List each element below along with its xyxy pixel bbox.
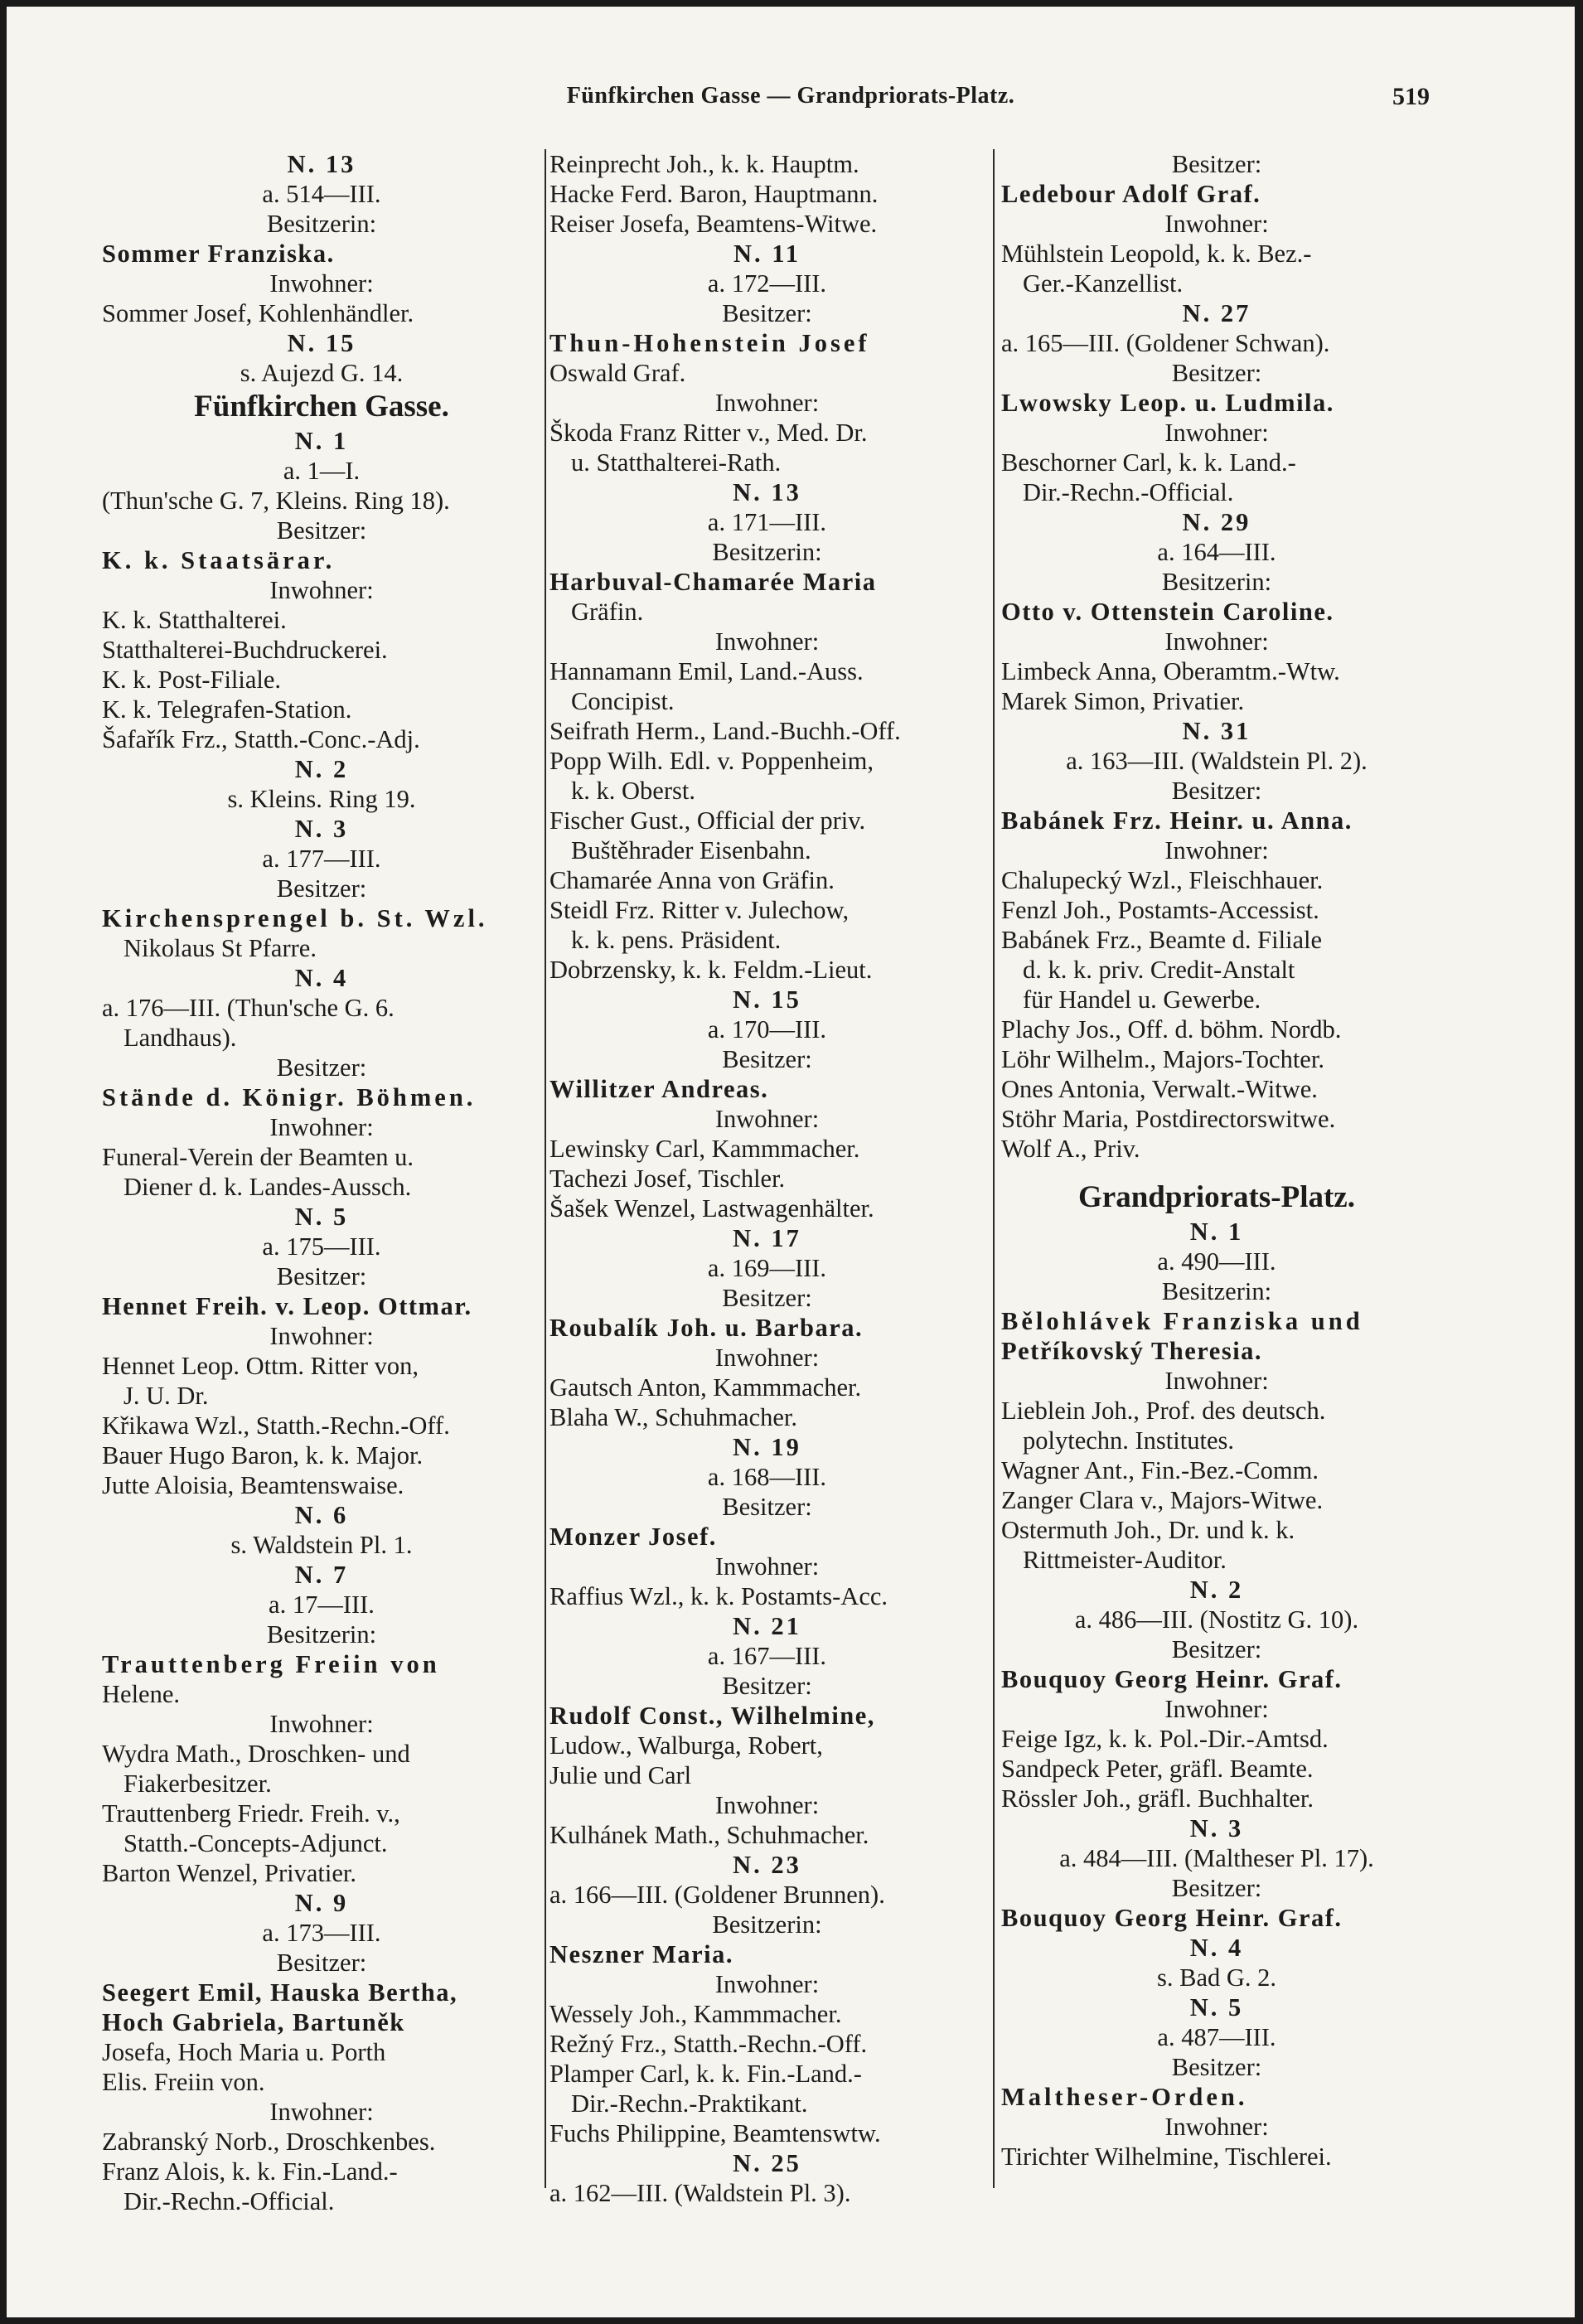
owner-name: Hennet Freih. v. Leop. Ottmar.	[102, 1292, 472, 1320]
entry-line: Hacke Ferd. Baron, Hauptmann.	[549, 180, 879, 208]
house-number: N. 23	[733, 1851, 801, 1879]
house-number: N. 15	[733, 985, 801, 1014]
entry-line: K. k. Telegrafen-Station.	[102, 695, 352, 724]
continuation-line: Nikolaus St Pfarre.	[123, 934, 317, 962]
centered-line: a. 172—III.	[707, 269, 827, 298]
entry-line: Zabranský Norb., Droschkenbes.	[102, 2128, 436, 2156]
continuation-line: für Handel u. Gewerbe.	[1023, 985, 1261, 1014]
entry-line: Plamper Carl, k. k. Fin.-Land.-	[549, 2060, 862, 2088]
owner-name: Thun-Hohenstein Josef	[549, 329, 870, 357]
centered-line: Besitzer:	[276, 516, 367, 545]
centered-line: Besitzer:	[722, 1672, 812, 1700]
entry-line: Režný Frz., Statth.-Rechn.-Off.	[549, 2030, 868, 2058]
centered-line: a. 170—III.	[707, 1015, 827, 1043]
entry-line: Ostermuth Joh., Dr. und k. k.	[1001, 1516, 1295, 1544]
continuation-line: J. U. Dr.	[123, 1382, 209, 1410]
entry-line: Hannamann Emil, Land.-Auss.	[549, 657, 864, 685]
centered-line: a. 171—III.	[707, 508, 827, 536]
centered-line: Inwohner:	[714, 1552, 820, 1581]
centered-line: Inwohner:	[269, 1322, 374, 1350]
entry-line: Elis. Freiin von.	[102, 2068, 265, 2096]
entry-line: Babánek Frz., Beamte d. Filiale	[1001, 926, 1323, 954]
column-rule	[545, 149, 546, 2188]
centered-line: Besitzer:	[1171, 150, 1262, 178]
entry-line: Plachy Jos., Off. d. böhm. Nordb.	[1001, 1015, 1342, 1043]
owner-name: Willitzer Andreas.	[549, 1075, 769, 1103]
entry-line: Bauer Hugo Baron, k. k. Major.	[102, 1441, 424, 1469]
owner-name: Maltheser-Orden.	[1001, 2083, 1248, 2111]
continuation-line: Rittmeister-Auditor.	[1023, 1546, 1227, 1574]
house-number: N. 5	[294, 1203, 349, 1231]
column-1	[102, 149, 541, 2215]
house-number: N. 27	[1182, 299, 1251, 327]
continuation-line: Buštěhrader Eisenbahn.	[571, 836, 811, 864]
centered-line: Besitzer:	[276, 874, 367, 903]
entry-line: Raffius Wzl., k. k. Postamts-Acc.	[549, 1582, 888, 1610]
running-header	[7, 83, 1575, 116]
continuation-line: Dir.-Rechn.-Official.	[123, 2187, 335, 2215]
entry-line: Seifrath Herm., Land.-Buchh.-Off.	[549, 717, 901, 745]
street-heading: Fünfkirchen Gasse.	[194, 390, 449, 424]
house-number: N. 7	[294, 1561, 349, 1589]
owner-name: Harbuval-Chamarée Maria	[549, 568, 877, 596]
house-number: N. 9	[294, 1889, 349, 1917]
entry-line: Marek Simon, Privatier.	[1001, 687, 1245, 715]
owner-name: Kirchensprengel b. St. Wzl.	[102, 904, 488, 932]
continuation-line: Dir.-Rechn.-Official.	[1023, 478, 1234, 506]
continuation-line: Diener d. k. Landes-Aussch.	[123, 1173, 412, 1201]
centered-line: a. 177—III.	[262, 845, 381, 873]
centered-line: a. 175—III.	[262, 1232, 381, 1261]
centered-line: a. 164—III.	[1157, 538, 1276, 566]
house-number: N. 3	[294, 815, 349, 843]
centered-line: Inwohner:	[1164, 1695, 1269, 1723]
house-number: N. 5	[1189, 1993, 1244, 2021]
centered-line: Inwohner:	[269, 1113, 374, 1141]
entry-line: a. 166—III. (Goldener Brunnen).	[549, 1881, 885, 1909]
house-number: N. 2	[1189, 1576, 1244, 1604]
centered-line: Inwohner:	[714, 389, 820, 417]
entry-line: Blaha W., Schuhmacher.	[549, 1403, 798, 1431]
centered-line: Inwohner:	[714, 1791, 820, 1819]
entry-line: Julie und Carl	[549, 1761, 692, 1789]
entry-line: Kulhánek Math., Schuhmacher.	[549, 1821, 869, 1849]
entry-line: a. 162—III. (Waldstein Pl. 3).	[549, 2179, 851, 2207]
owner-name: K. k. Staatsärar.	[102, 546, 336, 574]
owner-name: Monzer Josef.	[549, 1523, 717, 1551]
centered-line: Inwohner:	[714, 1105, 820, 1133]
entry-line: Hennet Leop. Ottm. Ritter von,	[102, 1352, 419, 1380]
continuation-line: Dir.-Rechn.-Praktikant.	[571, 2089, 808, 2118]
centered-line: Besitzerin:	[1161, 568, 1272, 596]
entry-line: Statthalterei-Buchdruckerei.	[102, 636, 388, 664]
entry-line: Franz Alois, k. k. Fin.-Land.-	[102, 2157, 398, 2186]
entry-line: Josefa, Hoch Maria u. Porth	[102, 2038, 386, 2066]
entry-line: Lieblein Joh., Prof. des deutsch.	[1001, 1397, 1326, 1425]
centered-line: Inwohner:	[1164, 627, 1269, 656]
continuation-line: k. k. Oberst.	[571, 777, 695, 805]
entry-line: Zanger Clara v., Majors-Witwe.	[1001, 1486, 1324, 1514]
page-number: 519	[1392, 83, 1430, 110]
house-number: N. 25	[733, 2149, 801, 2177]
continuation-line: u. Statthalterei-Rath.	[571, 448, 782, 477]
centered-line: a. 163—III. (Waldstein Pl. 2).	[1066, 747, 1368, 775]
entry-line: Šašek Wenzel, Lastwagenhälter.	[549, 1194, 874, 1223]
centered-line: Inwohner:	[714, 627, 820, 656]
centered-line: Besitzer:	[276, 1262, 367, 1290]
centered-line: Besitzer:	[1171, 1874, 1262, 1902]
house-number: N. 6	[294, 1501, 349, 1529]
entry-line: Reiser Josefa, Beamtens-Witwe.	[549, 210, 878, 238]
centered-line: Besitzer:	[1171, 1635, 1262, 1663]
owner-name: Sommer Franziska.	[102, 240, 335, 268]
centered-line: Inwohner:	[1164, 210, 1269, 238]
entry-line: Lewinsky Carl, Kammmacher.	[549, 1135, 860, 1163]
entry-line: Gautsch Anton, Kammmacher.	[549, 1373, 862, 1402]
centered-line: a. 514—III.	[262, 180, 381, 208]
centered-line: s. Kleins. Ring 19.	[227, 785, 416, 813]
centered-line: Inwohner:	[1164, 2113, 1269, 2141]
owner-name: Otto v. Ottenstein Caroline.	[1001, 598, 1334, 626]
owner-name: Trauttenberg Freiin von	[102, 1650, 440, 1678]
entry-line: Fischer Gust., Official der priv.	[549, 806, 866, 835]
entry-line: Sandpeck Peter, gräfl. Beamte.	[1001, 1755, 1314, 1783]
entry-line: (Thun'sche G. 7, Kleins. Ring 18).	[102, 487, 450, 515]
centered-line: a. 173—III.	[262, 1919, 381, 1947]
centered-line: a. 1—I.	[283, 457, 361, 485]
centered-line: s. Bad G. 2.	[1156, 1963, 1277, 1992]
centered-line: Inwohner:	[714, 1970, 820, 1998]
entry-line: Trauttenberg Friedr. Freih. v.,	[102, 1799, 400, 1828]
centered-line: a. 167—III.	[707, 1642, 827, 1670]
owner-name: Rudolf Const., Wilhelmine,	[549, 1702, 875, 1730]
entry-line: Reinprecht Joh., k. k. Hauptm.	[549, 150, 859, 178]
entry-line: Sommer Josef, Kohlenhändler.	[102, 299, 414, 327]
continuation-line: Fiakerbesitzer.	[123, 1770, 272, 1798]
entry-line: Wessely Joh., Kammmacher.	[549, 2000, 842, 2028]
centered-line: Besitzerin:	[712, 1910, 822, 1939]
house-number: N. 19	[733, 1433, 801, 1461]
owner-name: Seegert Emil, Hauska Bertha,	[102, 1978, 458, 2007]
centered-line: a. 17—III.	[269, 1590, 375, 1619]
centered-line: Inwohner:	[269, 269, 374, 298]
entry-line: Ones Antonia, Verwalt.-Witwe.	[1001, 1075, 1318, 1103]
entry-line: Helene.	[102, 1680, 180, 1708]
owner-name: Bělohlávek Franziska und	[1001, 1307, 1363, 1335]
owner-name: Stände d. Königr. Böhmen.	[102, 1083, 477, 1111]
centered-line: Besitzer:	[722, 1045, 812, 1073]
entry-line: a. 176—III. (Thun'sche G. 6.	[102, 994, 395, 1022]
entry-line: Popp Wilh. Edl. v. Poppenheim,	[549, 747, 874, 775]
continuation-line: Gräfin.	[571, 598, 644, 626]
entry-line: Jutte Aloisia, Beamtenswaise.	[102, 1471, 404, 1499]
column-rule	[993, 149, 995, 2188]
centered-line: a. 484—III. (Maltheser Pl. 17).	[1059, 1844, 1374, 1872]
column-3	[1001, 149, 1432, 2188]
house-number: N. 4	[1189, 1934, 1244, 1962]
entry-line: Löhr Wilhelm., Majors-Tochter.	[1001, 1045, 1324, 1073]
house-number: N. 13	[287, 150, 356, 178]
continuation-line: Landhaus).	[123, 1024, 237, 1052]
centered-line: Besitzer:	[1171, 359, 1262, 387]
book-page	[7, 7, 1575, 2317]
centered-line: Besitzer:	[1171, 777, 1262, 805]
centered-line: Besitzer:	[722, 299, 812, 327]
centered-line: Besitzer:	[276, 1949, 367, 1977]
owner-name: Neszner Maria.	[549, 1940, 734, 1968]
centered-line: Besitzer:	[276, 1053, 367, 1082]
entry-line: K. k. Statthalterei.	[102, 606, 287, 634]
centered-line: s. Aujezd G. 14.	[240, 359, 404, 387]
house-number: N. 17	[733, 1224, 801, 1252]
owner-name: Roubalík Joh. u. Barbara.	[549, 1314, 864, 1342]
entry-line: Křikawa Wzl., Statth.-Rechn.-Off.	[102, 1411, 450, 1440]
house-number: N. 21	[733, 1612, 801, 1640]
house-number: N. 3	[1189, 1814, 1244, 1842]
entry-line: Limbeck Anna, Oberamtm.-Wtw.	[1001, 657, 1340, 685]
continuation-line: Statth.-Concepts-Adjunct.	[123, 1829, 388, 1857]
entry-line: Funeral-Verein der Beamten u.	[102, 1143, 414, 1171]
entry-line: Ludow., Walburga, Robert,	[549, 1731, 823, 1760]
owner-name: Bouquoy Georg Heinr. Graf.	[1001, 1904, 1343, 1932]
centered-line: Inwohner:	[714, 1344, 820, 1372]
owner-name: Lwowsky Leop. u. Ludmila.	[1001, 389, 1334, 417]
spacer	[1001, 1164, 1432, 1179]
continuation-line: k. k. pens. Präsident.	[571, 926, 782, 954]
house-number: N. 15	[287, 329, 356, 357]
centered-line: Inwohner:	[1164, 419, 1269, 447]
entry-line: a. 165—III. (Goldener Schwan).	[1001, 329, 1330, 357]
entry-line: Fenzl Joh., Postamts-Accessist.	[1001, 896, 1319, 924]
entry-line: Beschorner Carl, k. k. Land.-	[1001, 448, 1296, 477]
owner-name: Petříkovský Theresia.	[1001, 1337, 1263, 1365]
entry-line: Chamarée Anna von Gräfin.	[549, 866, 835, 894]
centered-line: a. 490—III.	[1157, 1247, 1276, 1276]
centered-line: Inwohner:	[1164, 836, 1269, 864]
entry-line: Tachezi Josef, Tischler.	[549, 1164, 786, 1193]
street-heading: Grandpriorats-Platz.	[1078, 1180, 1355, 1214]
column-2	[549, 149, 985, 2207]
house-number: N. 1	[1189, 1218, 1244, 1246]
entry-line: Wolf A., Priv.	[1001, 1135, 1140, 1163]
centered-line: a. 486—III. (Nostitz G. 10).	[1074, 1605, 1359, 1634]
house-number: N. 1	[294, 427, 349, 455]
centered-line: Besitzerin:	[1161, 1277, 1272, 1305]
entry-line: Barton Wenzel, Privatier.	[102, 1859, 356, 1887]
entry-line: Wagner Ant., Fin.-Bez.-Comm.	[1001, 1456, 1319, 1484]
continuation-line: Concipist.	[571, 687, 675, 715]
entry-line: Škoda Franz Ritter v., Med. Dr.	[549, 419, 868, 447]
entry-line: Wydra Math., Droschken- und	[102, 1740, 410, 1768]
centered-line: Inwohner:	[269, 2098, 374, 2126]
centered-line: Besitzer:	[1171, 2053, 1262, 2081]
owner-name: Babánek Frz. Heinr. u. Anna.	[1001, 806, 1353, 835]
entry-line: Stöhr Maria, Postdirectorswitwe.	[1001, 1105, 1336, 1133]
header-title: Fünfkirchen Gasse — Grandpriorats-Platz.	[566, 83, 1015, 109]
entry-line: Rössler Joh., gräfl. Buchhalter.	[1001, 1784, 1314, 1813]
entry-line: Šafařík Frz., Statth.-Conc.-Adj.	[102, 725, 420, 753]
continuation-line: d. k. k. priv. Credit-Anstalt	[1023, 956, 1295, 984]
centered-line: Inwohner:	[269, 576, 374, 604]
house-number: N. 29	[1182, 508, 1251, 536]
centered-line: Inwohner:	[269, 1710, 374, 1738]
centered-line: s. Waldstein Pl. 1.	[230, 1531, 413, 1559]
entry-line: Tirichter Wilhelmine, Tischlerei.	[1001, 2142, 1332, 2171]
owner-name: Hoch Gabriela, Bartuněk	[102, 2008, 405, 2036]
centered-line: a. 168—III.	[707, 1463, 827, 1491]
house-number: N. 31	[1182, 717, 1251, 745]
house-number: N. 11	[733, 240, 801, 268]
centered-line: Besitzerin:	[266, 210, 377, 238]
centered-line: Besitzerin:	[266, 1620, 377, 1649]
entry-line: Mühlstein Leopold, k. k. Bez.-	[1001, 240, 1312, 268]
house-number: N. 2	[294, 755, 349, 783]
entry-line: Feige Igz, k. k. Pol.-Dir.-Amtsd.	[1001, 1725, 1329, 1753]
entry-line: Steidl Frz. Ritter v. Julechow,	[549, 896, 850, 924]
continuation-line: Ger.-Kanzellist.	[1023, 269, 1184, 298]
centered-line: a. 169—III.	[707, 1254, 827, 1282]
centered-line: Inwohner:	[1164, 1367, 1269, 1395]
centered-line: Besitzer:	[722, 1284, 812, 1312]
house-number: N. 4	[294, 964, 349, 992]
entry-line: K. k. Post-Filiale.	[102, 666, 282, 694]
centered-line: Besitzer:	[722, 1493, 812, 1521]
entry-line: Fuchs Philippine, Beamtenswtw.	[549, 2119, 881, 2147]
house-number: N. 13	[733, 478, 801, 506]
centered-line: a. 487—III.	[1157, 2023, 1276, 2051]
entry-line: Chalupecký Wzl., Fleischhauer.	[1001, 866, 1324, 894]
owner-name: Bouquoy Georg Heinr. Graf.	[1001, 1665, 1343, 1693]
centered-line: Besitzerin:	[712, 538, 822, 566]
owner-name: Ledebour Adolf Graf.	[1001, 180, 1261, 208]
continuation-line: polytechn. Institutes.	[1023, 1426, 1234, 1455]
entry-line: Oswald Graf.	[549, 359, 686, 387]
entry-line: Dobrzensky, k. k. Feldm.-Lieut.	[549, 956, 873, 984]
